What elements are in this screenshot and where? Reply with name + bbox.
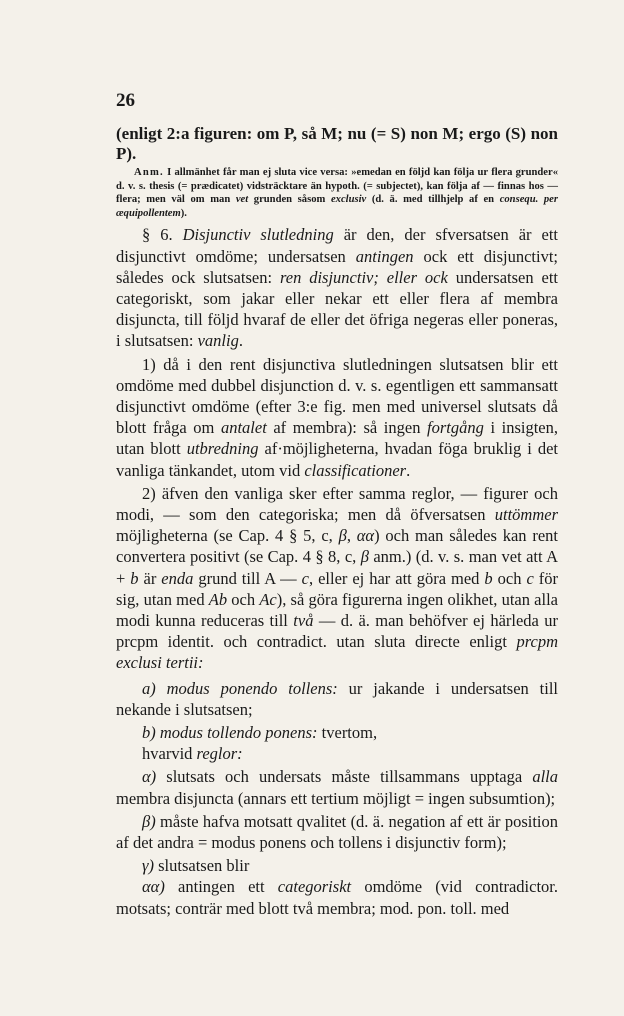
text-block <box>116 124 558 919</box>
paragraph-rule-beta: β) måste hafva motsatt qvalitet (d. ä. negation af ett är position af det andra = modus ponens och tollens i disjunctiv form); <box>116 811 558 853</box>
paragraph-section-6: § 6. Disjunctiv slutledning är den, der sfversatsen är ett disjunctivt omdöme; undersatsen antingen ock ett disjunctivt; således ock slutsatsen: ren disjunctiv; eller ock undersatsen ett categoriskt, som jakar eller nekar ett eller flera af membra disjuncta, till följd hvaraf de eller det öfriga negeras eller poneras, i slutsatsen: vanlig. <box>116 225 559 351</box>
note-label: Anm. <box>134 167 164 178</box>
paragraph-rule-alpha: α) slutsats och undersats måste tillsammans upptaga alla membra disjuncta (annars ett tertium möjligt = ingen subsumtion); <box>116 767 558 808</box>
paragraph-rule-alpha-alpha: αα) antingen ett categoriskt omdöme (vid contradictor. motsats; conträr med blott två membra; mod. pon. toll. med <box>116 877 558 918</box>
annotation-note: Anm. I allmänhet får man ej sluta vice versa: »emedan en följd kan följa ur flera grunder« d. v. s. thesis (= prædicatet) vidsträcktare än hypoth. (= subjectet), kan följa af — finnas hos — flera; men väl om man vet grunden såsom exclusiv (d. ä. med tillhjelp af en consequ. per æquipollentem). <box>116 167 558 219</box>
page-number: 26 <box>116 90 135 111</box>
section-title: Disjunctiv slutledning <box>182 225 334 245</box>
paragraph-hvarvid: hvarvid reglor: <box>142 744 243 764</box>
paragraph-rule-gamma: γ) slutsatsen blir <box>142 856 250 876</box>
paragraph-modus-b: b) modus tollendo ponens: tvertom, <box>142 723 378 743</box>
paragraph-point-1: 1) då i den rent disjunctiva slutledningen slutsatsen blir ett omdöme med dubbel disjunction d. v. s. egentligen ett sammansatt disjunctivt omdöme (efter 3:e fig. men med universel slutsats då blott fråga om antalet af membra): så ingen fortgång i insigten, utan blott utbredning af·möjligheterna, hvadan föga bruklig i det vanliga tänkandet, utom vid classificationer. <box>116 354 558 480</box>
paragraph-modus-a: a) modus ponendo tollens: ur jakande i undersatsen till nekande i slutsatsen; <box>116 678 558 719</box>
paragraph-point-2: 2) äfven den vanliga sker efter samma reglor, — figurer och modi, — som den categoriska; men då öfversatsen uttömmer möjligheterna (se Cap. 4 § 5, c, β, αα) och man således kan rent convertera positivt (se Cap. 4 § 8, c, β anm.) (d. v. s. man vet att A + b är enda grund till A — c, eller ej har att göra med b och c för sig, utan med Ab och Ac), så göra figurerna ingen olikhet, utan alla modi kunna reduceras till två — d. ä. man behöfver ej härleda ur prcpm identit. och contradict. utan sluta directe enligt prcpm exclusi tertii: <box>116 483 559 673</box>
paragraph-enligt: (enligt 2:a figuren: om P, så M; nu (= S) non M; ergo (S) non P). <box>116 124 558 163</box>
